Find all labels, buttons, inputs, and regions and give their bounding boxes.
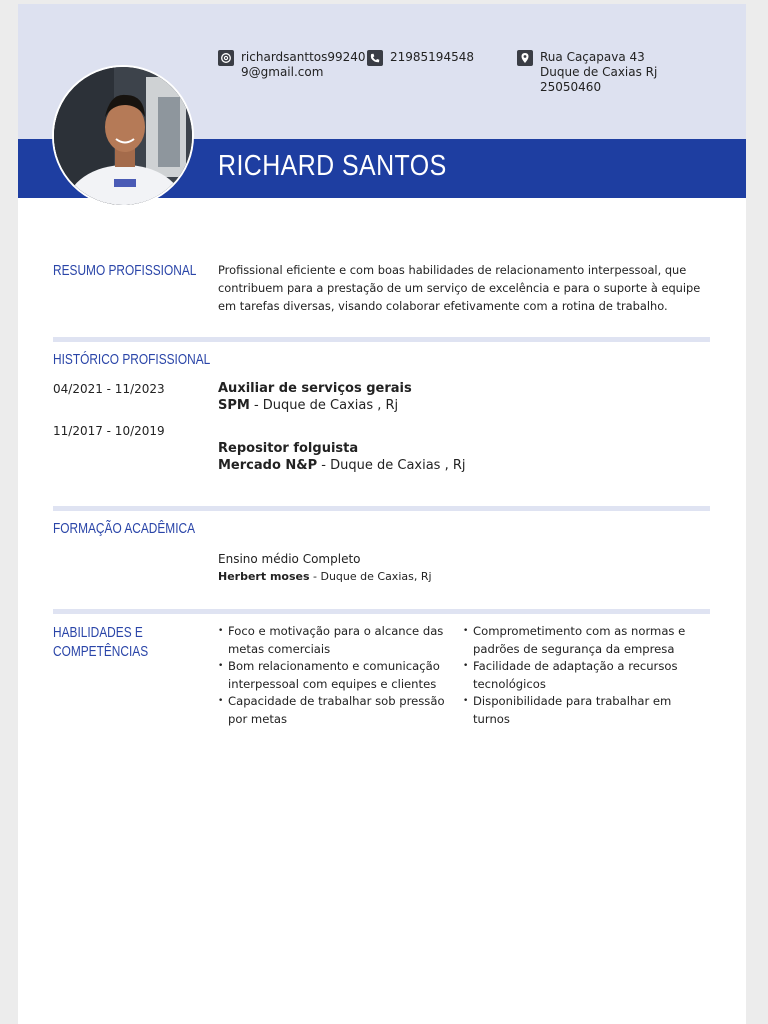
address-text [540,50,657,95]
summary-title: RESUMO PROFISSIONAL [53,263,197,279]
skills-title [53,624,148,662]
phone-text: 21985194548 [390,50,474,64]
education-school: Herbert moses [218,570,310,583]
job-1 [218,380,698,415]
skills-left-column [218,623,453,728]
job-2-location: - Duque de Caxias , Rj [317,458,466,473]
education-school-line [218,568,698,586]
at-icon [218,50,234,66]
job-1-employer [218,397,698,415]
job-2-role: Repositor folguista [218,441,359,456]
list-item: • Disponibilidade para trabalhar em turnos [463,693,703,728]
list-item: • Foco e motivação para o alcance das metas comerciais [218,623,453,658]
contact-address [517,50,667,95]
education-degree: Ensino médio Completo [218,552,361,566]
job-2-company: Mercado N&P [218,458,318,473]
location-pin-icon [517,50,533,66]
list-item: • Capacidade de trabalhar sob pressão por metas [218,693,453,728]
job-1-location: - Duque de Caxias , Rj [249,398,399,413]
profile-photo [52,65,194,207]
address-line-3: 25050460 [540,80,602,94]
education-entry [218,550,698,586]
job-1-role: Auxiliar de serviços gerais [218,381,412,396]
divider-3 [53,609,710,614]
contact-email[interactable] [218,50,368,80]
skills-right-column [463,623,703,728]
divider-2 [53,506,710,511]
list-item: • Bom relacionamento e comunicação interpessoal com equipes e clientes [218,658,453,693]
skills-title-line-1: HABILIDADES E [53,625,143,641]
resume-page [18,4,746,1024]
education-title: FORMAÇÃO ACADÊMICA [53,521,196,537]
education-location: - Duque de Caxias, Rj [309,570,432,583]
list-item: • Facilidade de adaptação a recursos tecnológicos [463,658,703,693]
contact-phone[interactable] [367,50,487,66]
job-1-dates: 04/2021 - 11/2023 [53,382,165,396]
address-line-1: Rua Caçapava 43 [540,50,645,64]
job-2 [218,440,698,475]
job-2-dates: 11/2017 - 10/2019 [53,424,165,438]
divider-1 [53,337,710,342]
job-1-company: SPM [218,398,250,413]
email-text: richardsanttos992409@gmail.com [241,50,366,79]
summary-text: Profissional eficiente e com boas habilidades de relacionamento interpessoal, que contribuem para a prestação de um serviço de excelência e para o suporte à equipe em tarefas diversas, visando colaborar efetivamente com a rotina de trabalho. [218,263,701,313]
full-name: RICHARD SANTOS [218,150,447,182]
address-line-2: Duque de Caxias Rj [540,65,658,79]
job-2-employer [218,457,698,475]
history-title: HISTÓRICO PROFISSIONAL [53,352,211,368]
skills-title-line-2: COMPETÊNCIAS [53,644,149,660]
phone-icon [367,50,383,66]
list-item: • Comprometimento com as normas e padrões de segurança da empresa [463,623,703,658]
